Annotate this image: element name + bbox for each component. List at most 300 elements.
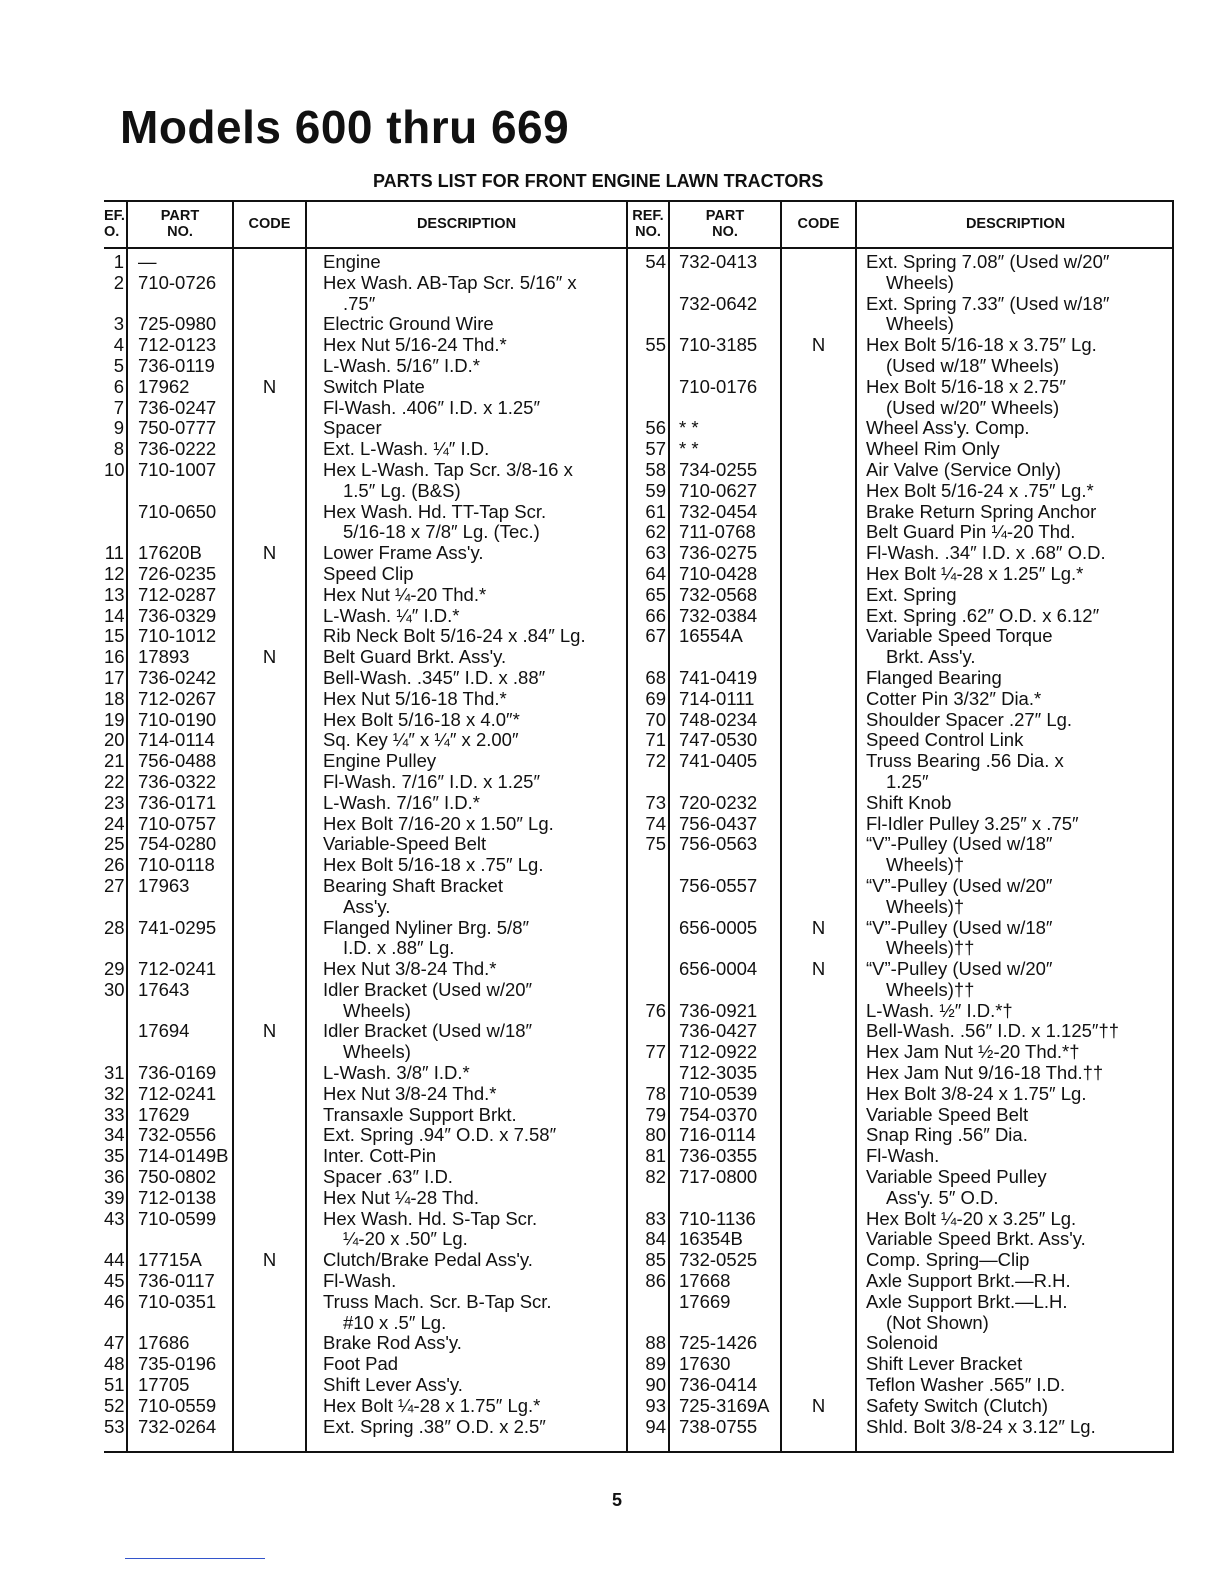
ref-no: 75 — [645, 833, 666, 855]
description: Hex Wash. Hd. TT-Tap Scr. — [323, 500, 547, 522]
part-no: 710-0176 — [679, 375, 758, 397]
part-no: 732-0556 — [138, 1124, 217, 1146]
description: Wheel Rim Only — [866, 438, 1000, 460]
table-row — [0, 481, 1224, 502]
description: ¼-20 x .50″ Lg. — [343, 1228, 468, 1250]
part-no: 736-0921 — [679, 999, 758, 1021]
part-no: 710-0559 — [138, 1394, 217, 1416]
ref-no: 81 — [645, 1145, 666, 1167]
part-no: 725-3169A — [679, 1394, 770, 1416]
ref-no: 68 — [645, 666, 666, 688]
header-text: REF. — [632, 207, 664, 224]
description: Bell-Wash. .345″ I.D. x .88″ — [323, 666, 546, 688]
part-no: 738-0755 — [679, 1415, 758, 1437]
part-no: 736-0414 — [679, 1374, 758, 1396]
ref-no: 61 — [645, 500, 666, 522]
ref-no: 55 — [645, 334, 666, 356]
ref-no: 77 — [645, 1041, 666, 1063]
header-text: NO. — [167, 223, 193, 240]
description: Brake Return Spring Anchor — [866, 500, 1097, 522]
table-row — [0, 294, 1224, 315]
ref-no: 82 — [645, 1166, 666, 1188]
description: Comp. Spring—Clip — [866, 1249, 1030, 1271]
part-no: 736-0322 — [138, 770, 217, 792]
table-row — [0, 1063, 1224, 1084]
ref-no: 66 — [645, 604, 666, 626]
ref-no: 29 — [104, 958, 125, 980]
description: Hex Wash. Hd. S-Tap Scr. — [323, 1207, 538, 1229]
part-no: 710-0190 — [138, 708, 217, 730]
description: Variable Speed Torque — [866, 625, 1053, 647]
description: Belt Guard Pin ¼-20 Thd. — [866, 521, 1076, 543]
part-no: 710-1007 — [138, 458, 217, 480]
part-no: 756-0563 — [679, 833, 758, 855]
description: Ass'y. — [343, 895, 391, 917]
part-no: 736-0222 — [138, 438, 217, 460]
table-row — [0, 377, 1224, 398]
part-no: 756-0437 — [679, 812, 758, 834]
description: L-Wash. 5/16″ I.D.* — [323, 354, 481, 376]
ref-no: 21 — [104, 750, 125, 772]
code: N — [811, 334, 826, 356]
table-row — [0, 1333, 1224, 1354]
description: (Used w/18″ Wheels) — [886, 354, 1060, 376]
ref-no: 30 — [104, 978, 125, 1000]
table-row — [0, 1375, 1224, 1396]
description: Hex Bolt 5/16-18 x 4.0″* — [323, 708, 520, 730]
description: Cotter Pin 3/32″ Dia.* — [866, 687, 1042, 709]
part-no: — — [138, 251, 157, 272]
ref-no: 63 — [645, 542, 666, 564]
description: Spacer — [323, 417, 382, 439]
table-row — [0, 1042, 1224, 1063]
description: Hex Bolt ¼-28 x 1.25″ Lg.* — [866, 562, 1084, 584]
part-no: 714-0111 — [679, 687, 755, 709]
table-row — [0, 710, 1224, 731]
description: Truss Bearing .56 Dia. x — [866, 750, 1064, 772]
ref-no: 78 — [645, 1082, 666, 1104]
code: N — [811, 1394, 826, 1416]
description: Hex Nut ¼-20 Thd.* — [323, 583, 487, 605]
parts-rows — [0, 252, 1224, 1437]
part-no: 736-0329 — [138, 604, 217, 626]
table-row — [0, 1250, 1224, 1271]
part-no: 726-0235 — [138, 562, 217, 584]
ref-no: 67 — [645, 625, 666, 647]
part-no: 736-0275 — [679, 542, 758, 564]
part-no: 736-0427 — [679, 1020, 758, 1042]
description: Shoulder Spacer .27″ Lg. — [866, 708, 1073, 730]
description: Hex Bolt 5/16-18 x .75″ Lg. — [323, 854, 544, 876]
description: Safety Switch (Clutch) — [866, 1394, 1048, 1416]
table-row — [0, 1167, 1224, 1188]
table-row — [0, 772, 1224, 793]
part-no: 710-1136 — [679, 1207, 756, 1229]
ref-no: 3 — [113, 313, 124, 335]
ref-no: 57 — [645, 438, 666, 460]
description: Axle Support Brkt.—R.H. — [866, 1270, 1071, 1292]
part-no: 734-0255 — [679, 458, 758, 480]
part-no: 710-0118 — [138, 854, 215, 876]
description: Hex Nut 3/8-24 Thd.* — [323, 958, 497, 980]
description: Ext. Spring .94″ O.D. x 7.58″ — [323, 1124, 557, 1146]
description: Wheels)†† — [886, 937, 975, 959]
ref-no: 8 — [113, 438, 124, 460]
part-no: 736-0169 — [138, 1062, 217, 1084]
description: Wheels)† — [886, 854, 965, 876]
description: Truss Mach. Scr. B-Tap Scr. — [323, 1290, 552, 1312]
ref-no: 32 — [104, 1082, 125, 1104]
ref-no: 94 — [645, 1415, 666, 1437]
ref-no: 46 — [104, 1290, 125, 1312]
part-no: 17668 — [679, 1270, 731, 1292]
header-text: CODE — [248, 215, 291, 232]
ref-no: 19 — [104, 708, 125, 730]
ref-no: 79 — [645, 1103, 666, 1125]
description: Fl-Wash. .406″ I.D. x 1.25″ — [323, 396, 541, 418]
description: Fl-Wash. .34″ I.D. x .68″ O.D. — [866, 542, 1106, 564]
ref-no: 39 — [104, 1186, 125, 1208]
part-no: 17669 — [679, 1290, 731, 1312]
footer-rule — [125, 1558, 265, 1559]
ref-no: 93 — [645, 1394, 666, 1416]
header-text: O. — [104, 223, 120, 240]
description: Wheels)† — [886, 895, 965, 917]
ref-no: 51 — [104, 1374, 125, 1396]
part-no: 712-0241 — [138, 1082, 217, 1104]
description: Snap Ring .56″ Dia. — [866, 1124, 1028, 1146]
ref-no: 84 — [645, 1228, 666, 1250]
part-no: 17643 — [138, 978, 190, 1000]
description: Variable Speed Belt — [866, 1103, 1029, 1125]
code: N — [262, 646, 277, 668]
header-text: CODE — [797, 215, 840, 232]
ref-no: 1 — [113, 251, 124, 272]
ref-no: 65 — [645, 583, 666, 605]
description: Hex Bolt 5/16-24 x .75″ Lg.* — [866, 479, 1094, 501]
part-no: 17629 — [138, 1103, 190, 1125]
ref-no: 59 — [645, 479, 666, 501]
description: L-Wash. 7/16″ I.D.* — [323, 791, 481, 813]
ref-no: 74 — [645, 812, 666, 834]
description: Idler Bracket (Used w/18″ — [323, 1020, 533, 1042]
ref-no: 23 — [104, 791, 125, 813]
description: Ext. Spring .62″ O.D. x 6.12″ — [866, 604, 1100, 626]
ref-no: 45 — [104, 1270, 125, 1292]
ref-no: 44 — [104, 1249, 125, 1271]
part-no: 17715A — [138, 1249, 202, 1271]
part-no: 710-0627 — [679, 479, 758, 501]
header-text: DESCRIPTION — [965, 215, 1066, 232]
table-row — [0, 626, 1224, 647]
part-no: 732-0413 — [679, 251, 758, 272]
part-no: 16554A — [679, 625, 743, 647]
description: Variable Speed Brkt. Ass'y. — [866, 1228, 1086, 1250]
page-title: Models 600 thru 669 — [120, 101, 570, 153]
table-row — [0, 543, 1224, 564]
description: Hex Nut 5/16-24 Thd.* — [323, 334, 507, 356]
description: Brkt. Ass'y. — [886, 646, 976, 668]
description: Shift Lever Ass'y. — [323, 1374, 463, 1396]
ref-no: 85 — [645, 1249, 666, 1271]
table-row — [0, 1188, 1224, 1209]
table-row — [0, 1396, 1224, 1417]
ref-no: 80 — [645, 1124, 666, 1146]
description: Hex Jam Nut 9/16-18 Thd.†† — [866, 1062, 1104, 1084]
table-row — [0, 335, 1224, 356]
header-divider — [104, 247, 1174, 249]
description: Variable-Speed Belt — [323, 833, 487, 855]
description: Hex Bolt ¼-20 x 3.25″ Lg. — [866, 1207, 1077, 1229]
part-no: 712-0123 — [138, 334, 217, 356]
code: N — [811, 958, 826, 980]
part-no: 736-0247 — [138, 396, 217, 418]
part-no: 750-0802 — [138, 1166, 217, 1188]
description: Shld. Bolt 3/8-24 x 3.12″ Lg. — [866, 1415, 1096, 1437]
description: (Used w/20″ Wheels) — [886, 396, 1060, 418]
ref-no: 27 — [104, 874, 125, 896]
part-no: 17893 — [138, 646, 190, 668]
header-left-ref — [104, 200, 126, 247]
description: Spacer .63″ I.D. — [323, 1166, 453, 1188]
description: Lower Frame Ass'y. — [323, 542, 484, 564]
ref-no: 58 — [645, 458, 666, 480]
description: Fl-Wash. 7/16″ I.D. x 1.25″ — [323, 770, 541, 792]
ref-no: 11 — [104, 542, 124, 564]
header-left-code — [234, 200, 305, 247]
description: Speed Clip — [323, 562, 414, 584]
ref-no: 36 — [104, 1166, 125, 1188]
table-row — [0, 814, 1224, 835]
description: “V”-Pulley (Used w/18″ — [866, 833, 1053, 855]
ref-no: 24 — [104, 812, 125, 834]
description: Idler Bracket (Used w/20″ — [323, 978, 533, 1000]
description: Solenoid — [866, 1332, 939, 1354]
header-text: DESCRIPTION — [416, 215, 517, 232]
description: Hex Nut 3/8-24 Thd.* — [323, 1082, 497, 1104]
description: 1.25″ — [886, 770, 929, 792]
description: Flanged Bearing — [866, 666, 1002, 688]
ref-no: 5 — [113, 354, 124, 376]
ref-no: 18 — [104, 687, 125, 709]
header-right-code — [782, 200, 855, 247]
part-no: 656-0004 — [679, 958, 758, 980]
part-no: 732-0264 — [138, 1415, 217, 1437]
description: Wheels) — [343, 1041, 411, 1063]
part-no: 710-0726 — [138, 271, 217, 293]
part-no: 712-3035 — [679, 1062, 758, 1084]
description: Engine Pulley — [323, 750, 437, 772]
table-row — [0, 1229, 1224, 1250]
header-text: EF. — [104, 207, 125, 224]
description: “V”-Pulley (Used w/20″ — [866, 958, 1053, 980]
ref-no: 26 — [104, 854, 125, 876]
part-no: 710-1012 — [138, 625, 217, 647]
ref-no: 28 — [104, 916, 125, 938]
ref-no: 70 — [645, 708, 666, 730]
table-row — [0, 502, 1224, 523]
ref-no: 54 — [645, 251, 666, 272]
table-row — [0, 439, 1224, 460]
table-row — [0, 418, 1224, 439]
ref-no: 34 — [104, 1124, 125, 1146]
ref-no: 88 — [645, 1332, 666, 1354]
table-row — [0, 1354, 1224, 1375]
ref-no: 35 — [104, 1145, 125, 1167]
part-no: 17963 — [138, 874, 190, 896]
table-row — [0, 564, 1224, 585]
description: 1.5″ Lg. (B&S) — [343, 479, 461, 501]
header-right-ref — [628, 200, 668, 247]
description: Teflon Washer .565″ I.D. — [866, 1374, 1066, 1396]
description: L-Wash. 3/8″ I.D.* — [323, 1062, 470, 1084]
part-no: 16354B — [679, 1228, 743, 1250]
part-no: 717-0800 — [679, 1166, 758, 1188]
ref-no: 62 — [645, 521, 666, 543]
table-row — [0, 1271, 1224, 1292]
part-no: 712-0138 — [138, 1186, 217, 1208]
part-no: 17694 — [138, 1020, 190, 1042]
table-row — [0, 1021, 1224, 1042]
part-no: 710-0650 — [138, 500, 217, 522]
part-no: 732-0568 — [679, 583, 758, 605]
description: Ass'y. 5″ O.D. — [886, 1186, 999, 1208]
table-row — [0, 314, 1224, 335]
table-row — [0, 668, 1224, 689]
part-no: 736-0117 — [138, 1270, 215, 1292]
description: Axle Support Brkt.—L.H. — [866, 1290, 1068, 1312]
table-row — [0, 855, 1224, 876]
description: Hex Bolt 7/16-20 x 1.50″ Lg. — [323, 812, 554, 834]
part-no: 736-0355 — [679, 1145, 758, 1167]
ref-no: 72 — [645, 750, 666, 772]
ref-no: 90 — [645, 1374, 666, 1396]
table-row — [0, 1084, 1224, 1105]
table-row — [0, 751, 1224, 772]
ref-no: 33 — [104, 1103, 125, 1125]
table-row — [0, 689, 1224, 710]
part-no: 756-0488 — [138, 750, 217, 772]
description: #10 x .5″ Lg. — [343, 1311, 447, 1333]
part-no: 711-0768 — [679, 521, 756, 543]
description: L-Wash. ½″ I.D.*† — [866, 999, 1013, 1021]
part-no: 754-0280 — [138, 833, 217, 855]
description: Electric Ground Wire — [323, 313, 494, 335]
description: L-Wash. ¼″ I.D.* — [323, 604, 460, 626]
description: Transaxle Support Brkt. — [323, 1103, 517, 1125]
table-row — [0, 980, 1224, 1001]
part-no: 732-0454 — [679, 500, 758, 522]
description: Sq. Key ¼″ x ¼″ x 2.00″ — [323, 729, 519, 751]
ref-no: 12 — [104, 562, 125, 584]
ref-no: 43 — [104, 1207, 125, 1229]
ref-no: 56 — [645, 417, 666, 439]
description: Foot Pad — [323, 1353, 399, 1375]
description: Wheels) — [343, 999, 411, 1021]
table-row — [0, 1001, 1224, 1022]
part-no: 710-0539 — [679, 1082, 758, 1104]
part-no: 750-0777 — [138, 417, 217, 439]
part-no: 710-0428 — [679, 562, 758, 584]
part-no: 714-0114 — [138, 729, 215, 751]
ref-no: 31 — [104, 1062, 125, 1084]
part-no: * * — [679, 438, 699, 460]
table-row — [0, 793, 1224, 814]
code: N — [262, 1249, 277, 1271]
description: Clutch/Brake Pedal Ass'y. — [323, 1249, 533, 1271]
description: Hex Nut 5/16-18 Thd.* — [323, 687, 507, 709]
description: Bearing Shaft Bracket — [323, 874, 503, 896]
table-row — [0, 647, 1224, 668]
description: Rib Neck Bolt 5/16-24 x .84″ Lg. — [323, 625, 586, 647]
part-no: 756-0557 — [679, 874, 758, 896]
ref-no: 6 — [113, 375, 124, 397]
description: Hex Bolt 5/16-18 x 2.75″ — [866, 375, 1066, 397]
part-no: 710-0351 — [138, 1290, 217, 1312]
table-row — [0, 460, 1224, 481]
part-no: 656-0005 — [679, 916, 758, 938]
ref-no: 52 — [104, 1394, 125, 1416]
part-no: 17630 — [679, 1353, 731, 1375]
description: Wheels) — [886, 313, 954, 335]
part-no: 17686 — [138, 1332, 190, 1354]
header-right-desc — [857, 200, 1174, 247]
code: N — [262, 1020, 277, 1042]
table-row — [0, 1313, 1224, 1334]
ref-no: 83 — [645, 1207, 666, 1229]
ref-no: 89 — [645, 1353, 666, 1375]
description: Hex Jam Nut ½-20 Thd.*† — [866, 1041, 1080, 1063]
table-row — [0, 1146, 1224, 1167]
ref-no: 15 — [104, 625, 125, 647]
part-no: 741-0295 — [138, 916, 217, 938]
part-no: 747-0530 — [679, 729, 758, 751]
description: Flanged Nyliner Brg. 5/8″ — [323, 916, 530, 938]
part-no: 736-0119 — [138, 354, 215, 376]
part-no: 741-0419 — [679, 666, 758, 688]
description: Inter. Cott-Pin — [323, 1145, 437, 1167]
ref-no: 25 — [104, 833, 125, 855]
part-no: 725-1426 — [679, 1332, 758, 1354]
description: Wheels) — [886, 271, 954, 293]
description: Shift Lever Bracket — [866, 1353, 1023, 1375]
table-row — [0, 356, 1224, 377]
part-no: 732-0642 — [679, 292, 758, 314]
table-row — [0, 1292, 1224, 1313]
description: Speed Control Link — [866, 729, 1024, 751]
part-no: 17962 — [138, 375, 190, 397]
description: Air Valve (Service Only) — [866, 458, 1061, 480]
ref-no: 13 — [104, 583, 125, 605]
header-text: NO. — [635, 223, 661, 240]
ref-no: 47 — [104, 1332, 125, 1354]
table-row — [0, 398, 1224, 419]
header-text: PART — [160, 207, 200, 224]
description: Brake Rod Ass'y. — [323, 1332, 462, 1354]
code: N — [262, 375, 277, 397]
description: Ext. Spring 7.08″ (Used w/20″ — [866, 251, 1110, 272]
description: Wheels)†† — [886, 978, 975, 1000]
table-row — [0, 252, 1224, 273]
table-row — [0, 959, 1224, 980]
table-row — [0, 834, 1224, 855]
header-right-part — [670, 200, 780, 247]
ref-no: 86 — [645, 1270, 666, 1292]
part-no: 712-0241 — [138, 958, 217, 980]
part-no: 736-0242 — [138, 666, 217, 688]
description: I.D. x .88″ Lg. — [343, 937, 455, 959]
part-no: 732-0384 — [679, 604, 758, 626]
